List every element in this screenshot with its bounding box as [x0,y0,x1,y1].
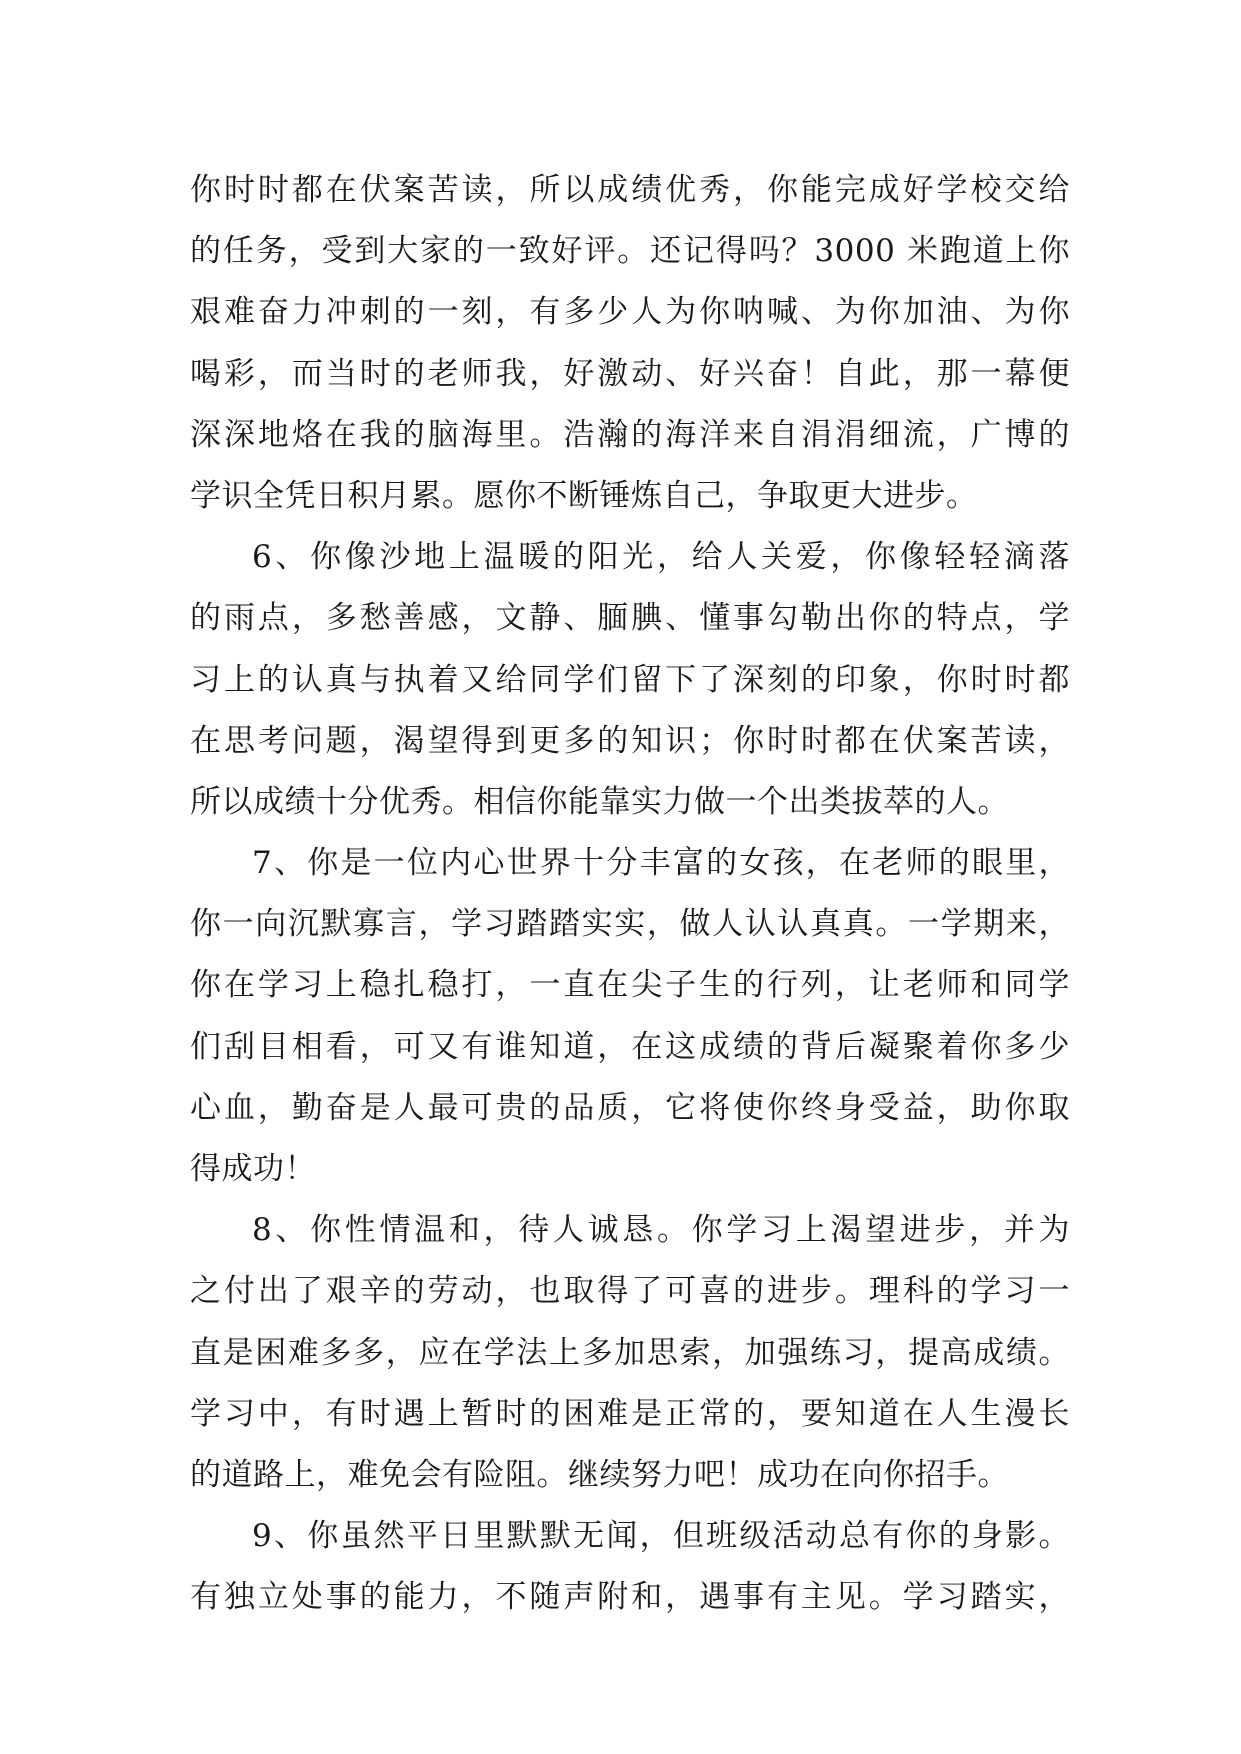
text-line: 6、你像沙地上温暖的阳光，给人关爱，你像轻轻滴落 [252,539,1070,576]
text-line: 你时时都在伏案苦读，所以成绩优秀，你能完成好学校交给 [190,172,1070,208]
text-line: 所以成绩十分优秀。相信你能靠实力做一个出类拔萃的人。 [190,783,1009,820]
text-line: 7、你是一位内心世界十分丰富的女孩，在老师的眼里， [252,845,1070,882]
text-line: 学习中，有时遇上暂时的困难是正常的，要知道在人生漫长 [190,1395,1070,1432]
text-line: 在思考问题，渴望得到更多的知识；你时时都在伏案苦读， [190,722,1070,759]
text-line: 艰难奋力冲刺的一刻，有多少人为你呐喊、为你加油、为你 [190,294,1070,331]
text-line: 得成功！ [190,1151,316,1187]
text-line: 习上的认真与执着又给同学们留下了深刻的印象，你时时都 [190,661,1070,698]
text-line: 你一向沉默寡言，学习踏踏实实，做人认认真真。一学期来， [190,906,1070,943]
text-line: 9、你虽然平日里默默无闻，但班级活动总有你的身影。 [252,1518,1070,1555]
text-line: 你在学习上稳扎稳打，一直在尖子生的行列，让老师和同学 [190,967,1070,1004]
text-line: 的道路上，难免会有险阻。继续努力吧！成功在向你招手。 [190,1456,1009,1493]
document-body [190,160,1070,1629]
text-line: 直是困难多多，应在学法上多加思索，加强练习，提高成绩。 [190,1334,1070,1371]
text-line: 之付出了艰辛的劳动，也取得了可喜的进步。理科的学习一 [190,1273,1070,1310]
text-line: 喝彩，而当时的老师我，好激动、好兴奋！自此，那一幕便 [190,355,1070,392]
text-line: 8、你性情温和，待人诚恳。你学习上渴望进步，并为 [252,1212,1070,1249]
text-line: 心血，勤奋是人最可贵的品质，它将使你终身受益，助你取 [190,1089,1070,1126]
text-line: 们刮目相看，可又有谁知道，在这成绩的背后凝聚着你多少 [190,1028,1070,1065]
text-line: 有独立处事的能力，不随声附和，遇事有主见。学习踏实， [190,1579,1070,1616]
text-line: 深深地烙在我的脑海里。浩瀚的海洋来自涓涓细流，广博的 [190,416,1070,453]
text-line: 的任务，受到大家的一致好评。还记得吗？3000 米跑道上你 [190,233,1070,270]
text-line: 的雨点，多愁善感，文静、腼腆、懂事勾勒出你的特点，学 [190,600,1070,637]
text-line: 学识全凭日积月累。愿你不断锤炼自己，争取更大进步。 [190,477,978,514]
